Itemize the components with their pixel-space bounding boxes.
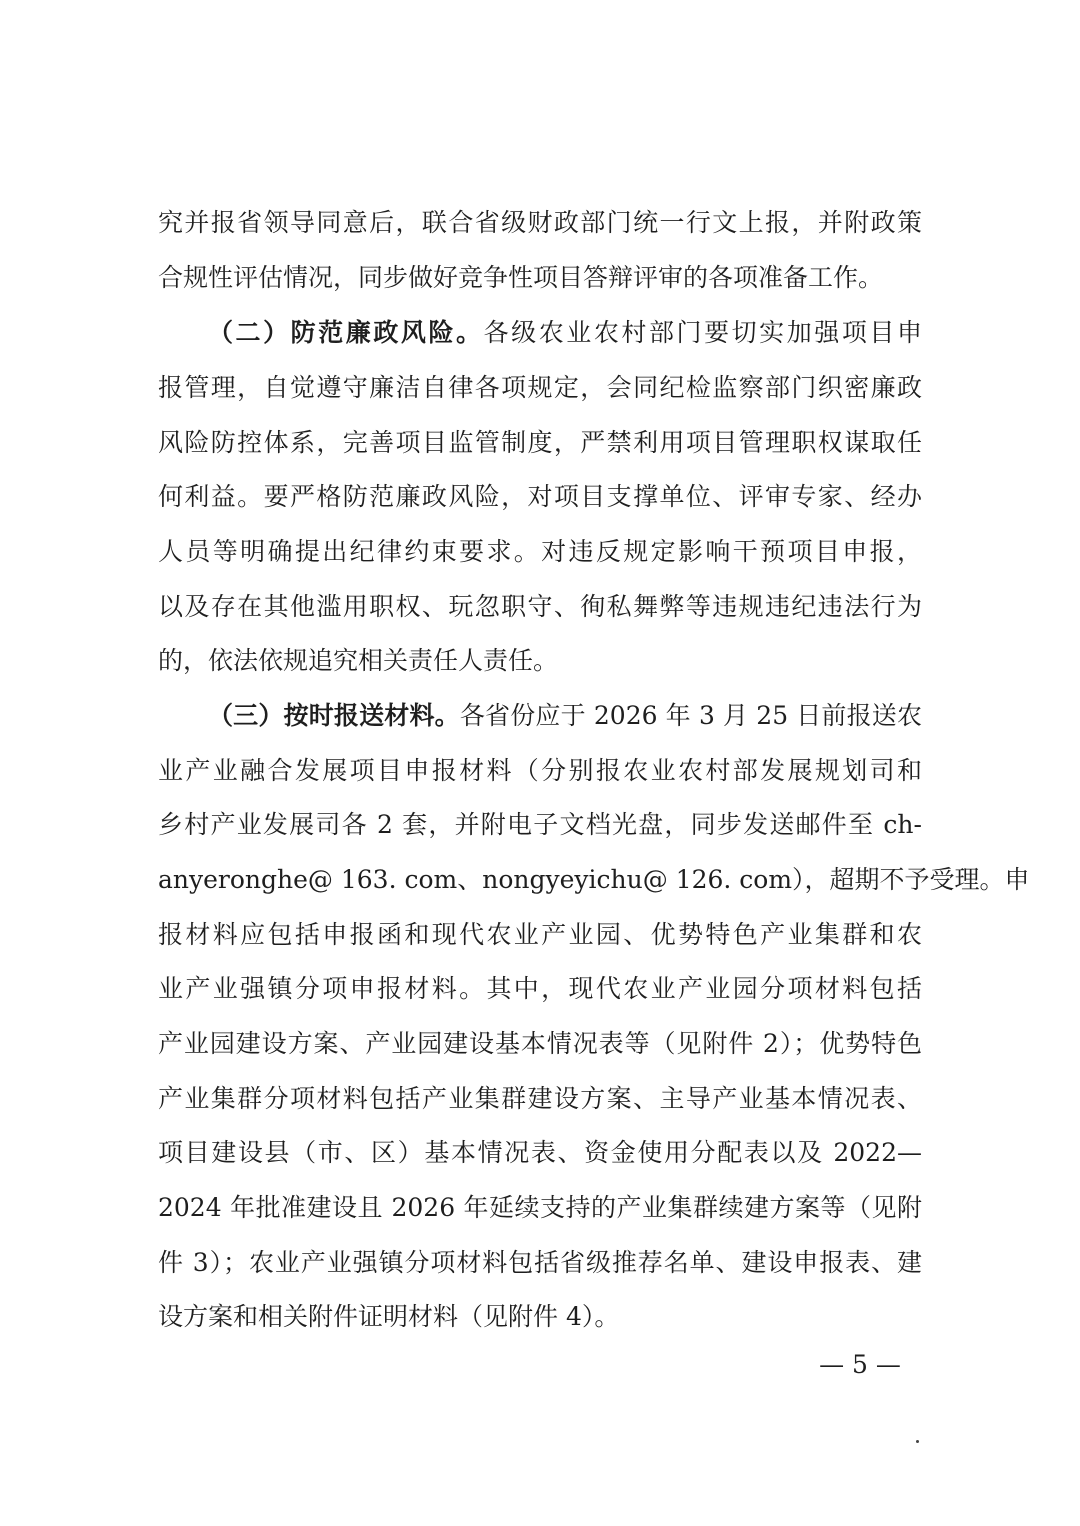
text-line: 报管理，自觉遵守廉洁自律各项规定，会同纪检监察部门织密廉政 xyxy=(158,373,922,402)
text-line: 的，依法依规追究相关责任人责任。 xyxy=(158,646,559,675)
text-line: 报材料应包括申报函和现代农业产业园、优势特色产业集群和农 xyxy=(158,920,922,949)
text-line: 究并报省领导同意后，联合省级财政部门统一行文上报，并附政策 xyxy=(158,208,922,237)
text-line: 件 3）；农业产业强镇分项材料包括省级推荐名单、建设申报表、建 xyxy=(158,1248,922,1277)
text-line: anyeronghe@ 163. com、nongyeyichu@ 126. com），超期不予受理。申 xyxy=(158,865,1030,894)
text-line: 何利益。要严格防范廉政风险，对项目支撑单位、评审专家、经办 xyxy=(158,482,922,511)
text-line: 产业园建设方案、产业园建设基本情况表等（见附件 2）；优势特色 xyxy=(158,1029,922,1058)
text-line: 业产业融合发展项目申报材料（分别报农业农村部发展规划司和 xyxy=(158,756,922,785)
section-3-first-line xyxy=(208,701,922,731)
text-line: 人员等明确提出纪律约束要求。对违反规定影响干预项目申报， xyxy=(158,537,922,566)
text-line: 以及存在其他滥用职权、玩忽职守、徇私舞弊等违规违纪违法行为 xyxy=(158,592,922,621)
text-line: 风险防控体系，完善项目监管制度，严禁利用项目管理职权谋取任 xyxy=(158,428,922,457)
section-2-heading: （二）防范廉政风险。 xyxy=(208,318,484,347)
text-line: 2024 年批准建设且 2026 年延续支持的产业集群续建方案等（见附 xyxy=(158,1193,922,1222)
text-line: 设方案和相关附件证明材料（见附件 4）。 xyxy=(158,1302,620,1331)
text-line: 项目建设县（市、区）基本情况表、资金使用分配表以及 2022— xyxy=(158,1138,922,1167)
text-line: 各省份应于 2026 年 3 月 25 日前报送农 xyxy=(459,701,922,730)
section-3-heading: （三）按时报送材料。 xyxy=(208,701,460,730)
text-line: 产业集群分项材料包括产业集群建设方案、主导产业基本情况表、 xyxy=(158,1084,922,1113)
text-line: 乡村产业发展司各 2 套，并附电子文档光盘，同步发送邮件至 ch- xyxy=(158,810,922,839)
text-line: 各级农业农村部门要切实加强项目申 xyxy=(483,318,922,347)
text-line: 合规性评估情况，同步做好竞争性项目答辩评审的各项准备工作。 xyxy=(158,263,884,292)
text-line: 业产业强镇分项申报材料。其中，现代农业产业园分项材料包括 xyxy=(158,974,922,1003)
scan-speck xyxy=(916,1440,919,1443)
section-2-first-line xyxy=(208,318,922,348)
page-number: — 5 — xyxy=(819,1350,901,1379)
